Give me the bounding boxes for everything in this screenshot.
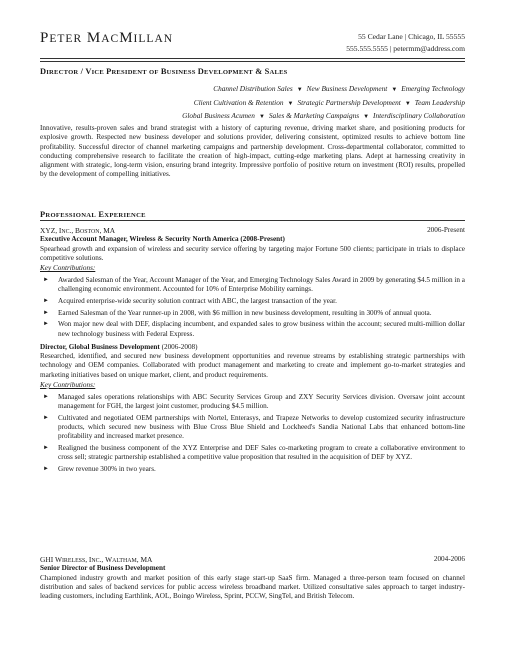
contact-block [346,31,465,55]
competency-item: Interdisciplinary Collaboration [373,111,465,121]
bullet-arrow-icon: ► [43,444,49,451]
contributions-list [40,393,465,475]
list-item [40,320,465,339]
competency-item: Global Business Acumen [182,111,255,121]
section-title-text: PROFESSIONAL EXPERIENCE [40,210,146,219]
role-dates: (2006-2008) [161,342,198,351]
list-item-text: Grew revenue 300% in two years. [58,464,156,473]
bullet-arrow-icon: ► [43,276,49,283]
job-header [40,226,465,235]
role-title: Senior Director of Business Development [40,564,166,573]
bullet-arrow-icon: ► [43,309,49,316]
competency-item: Sales & Marketing Campaigns [268,111,360,121]
competencies-line-3 [40,110,465,124]
separator-icon: ▼ [391,87,398,93]
job-header [40,555,465,564]
role-title: Executive Account Manager, Wireless & Security North America (2008-Present) [40,235,285,244]
role-title [40,343,465,352]
list-item [40,393,465,412]
company-name: GHI WIRELESS, INC., WALTHAM, MA [40,555,153,564]
list-item-text: Awarded Salesman of the Year, Account Manager of the Year, and Emerging Technology Sales Award in 2009 by generating $4.5 million in a challenging economic environment. Accounted for 10% of Enterprise Mobility earnings. [58,275,465,294]
bullet-arrow-icon: ► [43,393,49,400]
list-item [40,444,465,463]
competency-item: New Business Development [306,84,388,93]
competency-item: Client Cultivation & Retention [193,97,284,107]
contact-address: 55 Cedar Lane | Chicago, IL 55555 [358,32,465,41]
header-divider [40,58,465,62]
job-dates: 2006-Present [427,226,465,234]
list-item-text: Cultivated and negotiated OEM partnerships with Nortel, Enterasys, and Trapeze Networks to develop customized security infrastructure products, which secured new business with Blue Cross Blue Shield and Lockheed's Sandia National Labs that enhanced bottom-line profitability and increased market presence. [58,413,465,441]
role-description: Spearhead growth and expansion of wireless and security service offering by targeting major Fortune 500 clients; participate in trials to displace competitive solutions. [40,244,465,262]
competency-item: Emerging Technology [401,84,465,93]
list-item-text: Won major new deal with DEF, displacing incumbent, and expanded sales to grow business within the account; secured multi-million dollar new technology business with Federal Express. [58,320,465,338]
contributions-list [40,276,465,339]
bullet-arrow-icon: ► [43,414,49,421]
job-ghi [40,555,465,601]
core-competencies [40,83,465,124]
section-title-experience [40,210,146,219]
bullet-arrow-icon: ► [43,321,49,328]
separator-icon: ▼ [258,114,265,121]
separator-icon: ▼ [287,100,294,107]
company-name: XYZ, INC., BOSTON, MA [40,226,116,235]
bullet-arrow-icon: ► [43,297,49,304]
competency-item: Strategic Partnership Development [297,97,401,107]
section-divider [40,220,465,221]
list-item [40,276,465,295]
competencies-line-2 [40,97,465,111]
role-description: Researched, identified, and secured new business development opportunities and revenue streams by establishing strategic partnerships with technology and OEM companies. Collaborated with product management and marketing to create and implement go-to-market strategies and marketing initiatives based on unique market, client, and product requirements. [40,352,465,379]
professional-summary: Innovative, results-proven sales and brand strategist with a history of capturing revenue, driving market share, and positioning products for explosive growth. Respected new business developer and solutions provider, delivering consistent, optimized results to achieve bottom line profitability. Successful director of channel marketing campaigns and partnership development. Cross-departmental collaborator, committed to conducting comprehensive research to facilitate the creation of high-impact, cutting-edge marketing plans. Adept at harnessing creativity in alignment with strategic, long-term vision, ensuring brand integrity. Impressive portfolio of positive return on investment (ROI) results, propelled by the development of compelling initiatives. [40,124,465,179]
list-item-text: Managed sales operations relationships with ABC Security Services Group and ZXY Security Services division. Oversaw joint account management for FGH, the largest joint customer, producing $4.5 million. [58,392,465,410]
headline-text: DIRECTOR / VICE PRESIDENT OF BUSINESS DEVELOPMENT & SALES [40,67,288,76]
role-description: Championed industry growth and market position of this early stage start-up SaaS firm. Managed a three-person team focused on channel distribution and sales of backend services for public access wireless broadband market. Utilized consultative sales approach to target industry-leading customers, including Earthlink, AOL, Boingo Wireless, Sprint, PCCW, SingTel, and British Telecom. [40,573,465,601]
separator-icon: ▼ [404,100,411,107]
candidate-name [40,30,173,47]
separator-icon: ▼ [296,87,303,93]
list-item-text: Acquired enterprise-wide security solution contract with ABC, the largest transaction of the year. [58,296,337,305]
list-item-text: Earned Salesman of the Year runner-up in 2008, with $6 million in new business development, resulting in 300% of annual quota. [58,308,432,317]
list-item-text: Realigned the business component of the XYZ Enterprise and DEF Sales co-marketing program to create a collaborative environment to cross sell; strategic partnership established a competitive value proposition that resulted in the acquisition of DEF by XYZ. [58,443,465,462]
separator-icon: ▼ [363,114,370,121]
competencies-line-1 [40,83,465,97]
list-item [40,297,465,306]
list-item [40,465,465,474]
contact-phone-email: 555.555.5555 | petermm@address.com [346,44,465,53]
list-item [40,414,465,442]
headline [40,67,465,76]
competency-item: Channel Distribution Sales [213,84,293,93]
candidate-name-text: PETER MACMILLAN [40,30,174,46]
role-title-text: Director, Global Business Development [40,342,160,351]
key-contributions-label: Key Contributions: [40,264,96,273]
bullet-arrow-icon: ► [43,465,49,472]
job-dates: 2004-2006 [433,555,465,563]
key-contributions-label: Key Contributions: [40,381,96,390]
list-item [40,309,465,318]
job-xyz [40,226,465,474]
competency-item: Team Leadership [414,97,465,107]
